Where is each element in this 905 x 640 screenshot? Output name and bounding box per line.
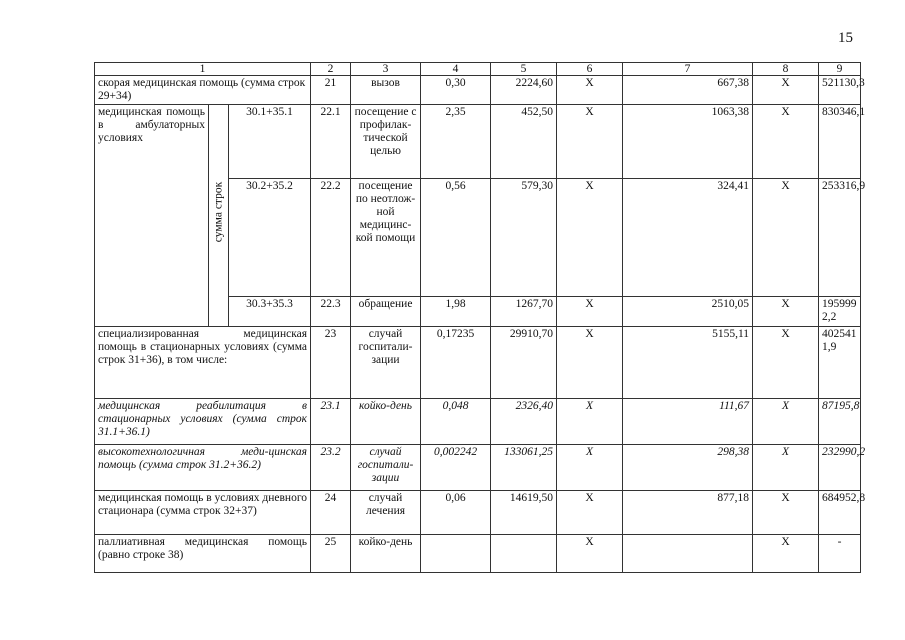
unit-cell: койко-день <box>351 535 421 573</box>
sum-cell: 30.1+35.1 <box>229 105 311 179</box>
row-number: 23.2 <box>311 445 351 491</box>
value-cell: 324,41 <box>623 179 753 297</box>
header-row <box>95 63 861 76</box>
table-row <box>95 105 861 179</box>
unit-cell: обращение <box>351 297 421 327</box>
header-cell: 9 <box>819 63 861 76</box>
value-cell: 0,06 <box>421 491 491 535</box>
row-name: медицинская помощь в условиях дневного стационара (сумма строк 32+37) <box>95 491 311 535</box>
value-cell <box>421 535 491 573</box>
header-cell: 1 <box>95 63 311 76</box>
value-cell: 1,98 <box>421 297 491 327</box>
value-cell: 232990,2 <box>819 445 861 491</box>
header-cell: 6 <box>557 63 623 76</box>
value-cell: 0,048 <box>421 399 491 445</box>
row-number: 25 <box>311 535 351 573</box>
row-number: 22.2 <box>311 179 351 297</box>
value-cell <box>491 535 557 573</box>
row-number: 24 <box>311 491 351 535</box>
row-number: 22.3 <box>311 297 351 327</box>
unit-cell: вызов <box>351 76 421 105</box>
value-cell: X <box>753 491 819 535</box>
unit-cell: случай лечения <box>351 491 421 535</box>
value-cell: X <box>557 445 623 491</box>
value-cell: X <box>753 327 819 399</box>
value-cell: 667,38 <box>623 76 753 105</box>
value-cell: 0,17235 <box>421 327 491 399</box>
value-cell: 4025411,9 <box>819 327 861 399</box>
value-cell: 521130,3 <box>819 76 861 105</box>
value-cell: X <box>557 399 623 445</box>
value-cell: X <box>753 297 819 327</box>
row-name: медицинская помощь в амбулаторных условиях <box>95 105 209 327</box>
value-cell: 14619,50 <box>491 491 557 535</box>
value-cell <box>623 535 753 573</box>
value-cell: X <box>557 491 623 535</box>
row-number: 21 <box>311 76 351 105</box>
value-cell: X <box>557 179 623 297</box>
value-cell: X <box>753 445 819 491</box>
row-number: 23 <box>311 327 351 399</box>
sum-cell: 30.2+35.2 <box>229 179 311 297</box>
value-cell: 2326,40 <box>491 399 557 445</box>
header-cell: 8 <box>753 63 819 76</box>
value-cell: X <box>753 179 819 297</box>
value-cell: 0,30 <box>421 76 491 105</box>
unit-cell: койко-день <box>351 399 421 445</box>
row-name: высокотехнологичная меди-цинская помощь (сумма строк 31.2+36.2) <box>95 445 311 491</box>
value-cell: X <box>557 327 623 399</box>
table-row <box>95 399 861 445</box>
header-cell: 7 <box>623 63 753 76</box>
value-cell: 2510,05 <box>623 297 753 327</box>
tariff-table <box>94 62 866 573</box>
header-cell: 4 <box>421 63 491 76</box>
value-cell: 0,002242 <box>421 445 491 491</box>
value-cell: 684952,8 <box>819 491 861 535</box>
unit-cell: посещение с профилак-тической целью <box>351 105 421 179</box>
table-row <box>95 76 861 105</box>
table-row <box>95 445 861 491</box>
header-cell: 3 <box>351 63 421 76</box>
row-name: скорая медицинская помощь (сумма строк 29+34) <box>95 76 311 105</box>
value-cell: 830346,1 <box>819 105 861 179</box>
row-name: специализированная медицинская помощь в стационарных условиях (сумма строк 31+36), в том числе: <box>95 327 311 399</box>
sum-cell: 30.3+35.3 <box>229 297 311 327</box>
unit-cell: случай госпитали-зации <box>351 327 421 399</box>
row-name: медицинская реабилитация в стационарных условиях (сумма строк 31.1+36.1) <box>95 399 311 445</box>
value-cell: X <box>557 105 623 179</box>
value-cell: 452,50 <box>491 105 557 179</box>
unit-cell: случай госпитали-зации <box>351 445 421 491</box>
value-cell: X <box>753 76 819 105</box>
header-cell: 2 <box>311 63 351 76</box>
value-cell: X <box>557 297 623 327</box>
value-cell: 5155,11 <box>623 327 753 399</box>
value-cell: 2,35 <box>421 105 491 179</box>
value-cell: - <box>819 535 861 573</box>
value-cell: 29910,70 <box>491 327 557 399</box>
row-number: 22.1 <box>311 105 351 179</box>
group-label-cell <box>209 105 229 327</box>
value-cell: 253316,9 <box>819 179 861 297</box>
value-cell: X <box>753 105 819 179</box>
value-cell: 298,38 <box>623 445 753 491</box>
value-cell: X <box>557 535 623 573</box>
table-row <box>95 327 861 399</box>
value-cell: 1959992,2 <box>819 297 861 327</box>
row-number: 23.1 <box>311 399 351 445</box>
value-cell: 133061,25 <box>491 445 557 491</box>
value-cell: 111,67 <box>623 399 753 445</box>
table-row <box>95 535 861 573</box>
value-cell: 877,18 <box>623 491 753 535</box>
value-cell: 2224,60 <box>491 76 557 105</box>
value-cell: 579,30 <box>491 179 557 297</box>
value-cell: 1267,70 <box>491 297 557 327</box>
value-cell: 0,56 <box>421 179 491 297</box>
unit-cell: посещение по неотлож-ной медицинс-кой помощи <box>351 179 421 297</box>
value-cell: X <box>753 399 819 445</box>
value-cell: X <box>753 535 819 573</box>
group-label: сумма строк <box>212 181 224 243</box>
page-number: 15 <box>838 30 853 46</box>
value-cell: 87195,8 <box>819 399 861 445</box>
value-cell: 1063,38 <box>623 105 753 179</box>
table-row <box>95 491 861 535</box>
header-cell: 5 <box>491 63 557 76</box>
value-cell: X <box>557 76 623 105</box>
row-name: паллиативная медицинская помощь (равно строке 38) <box>95 535 311 573</box>
